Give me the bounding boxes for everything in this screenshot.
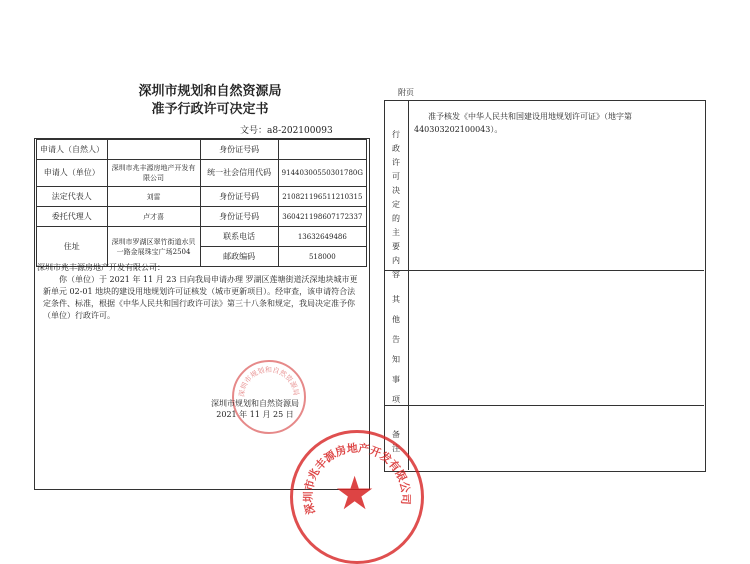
section1-label: 行政许可决定的主要内容 — [392, 130, 400, 279]
svg-text:深圳市兆丰源房地产开发有限公司: 深圳市兆丰源房地产开发有限公司 — [301, 441, 413, 516]
signature-block — [200, 398, 310, 420]
credit-code-value: 91440300550301780G — [278, 160, 366, 187]
postcode-label: 邮政编码 — [200, 247, 278, 267]
decision-paragraph: 你（单位）于 2021 年 11 月 23 日向我局申请办理 罗湖区莲塘街道沃深地块城市更新单元 02-01 地块的建设用地规划许可证核发（城市更新项目）。经审查，该申请符合法定条件、标准，根据《中华人民共和国行政许可法》第三十八条和规定，我局决定准予你（单位）行政许可。 — [43, 275, 358, 320]
page-title-line2: 准予行政许可决定书 — [151, 102, 269, 117]
id-number-label: 身份证号码 — [200, 187, 278, 207]
address-value: 深圳市罗湖区翠竹街道水贝一路金展珠宝广场2504 — [107, 227, 200, 267]
id-number-label: 身份证号码 — [200, 207, 278, 227]
star-icon: ★ — [334, 466, 376, 520]
signature-date: 2021 年 11 月 25 日 — [216, 410, 294, 419]
id-number-label: 身份证号码 — [200, 140, 278, 160]
official-seal — [232, 360, 306, 434]
legal-rep-value: 刘雷 — [107, 187, 200, 207]
postcode-value: 518000 — [278, 247, 366, 267]
applicant-natural-label: 申请人（自然人） — [37, 140, 108, 160]
svg-text:深圳市规划和自然资源局: 深圳市规划和自然资源局 — [237, 365, 301, 398]
page-title-line1: 深圳市规划和自然资源局 — [138, 84, 282, 99]
agent-id-value: 360421198607172337 — [278, 207, 366, 227]
section3-label: 备注 — [392, 430, 400, 453]
section1-content: 准予核发《中华人民共和国建设用地规划许可证》（地字第440303202100043）。 — [414, 112, 632, 134]
right-divider-2 — [384, 405, 704, 406]
agent-label: 委托代理人 — [37, 207, 108, 227]
company-seal — [290, 430, 424, 564]
credit-code-label: 统一社会信用代码 — [200, 160, 278, 187]
legal-rep-id-value: 210821196511210315 — [278, 187, 366, 207]
document-number: 文号：a8-202100093 — [240, 126, 333, 136]
addressee: 深圳市兆丰源房地产开发有限公司： — [37, 263, 165, 272]
right-divider-1 — [384, 270, 704, 271]
applicant-org-label: 申请人（单位） — [37, 160, 108, 187]
right-frame — [384, 100, 706, 472]
address-label: 住址 — [37, 227, 108, 267]
applicant-org-value: 深圳市兆丰源房地产开发有限公司 — [107, 160, 200, 187]
section2-label: 其他告知事项 — [392, 295, 400, 404]
phone-value: 13632649486 — [278, 227, 366, 247]
agent-value: 卢才喜 — [107, 207, 200, 227]
signature-org: 深圳市规划和自然资源局 — [211, 399, 299, 408]
attachment-label: 附页 — [398, 88, 414, 97]
right-divider-vertical — [408, 100, 409, 470]
phone-label: 联系电话 — [200, 227, 278, 247]
legal-rep-label: 法定代表人 — [37, 187, 108, 207]
